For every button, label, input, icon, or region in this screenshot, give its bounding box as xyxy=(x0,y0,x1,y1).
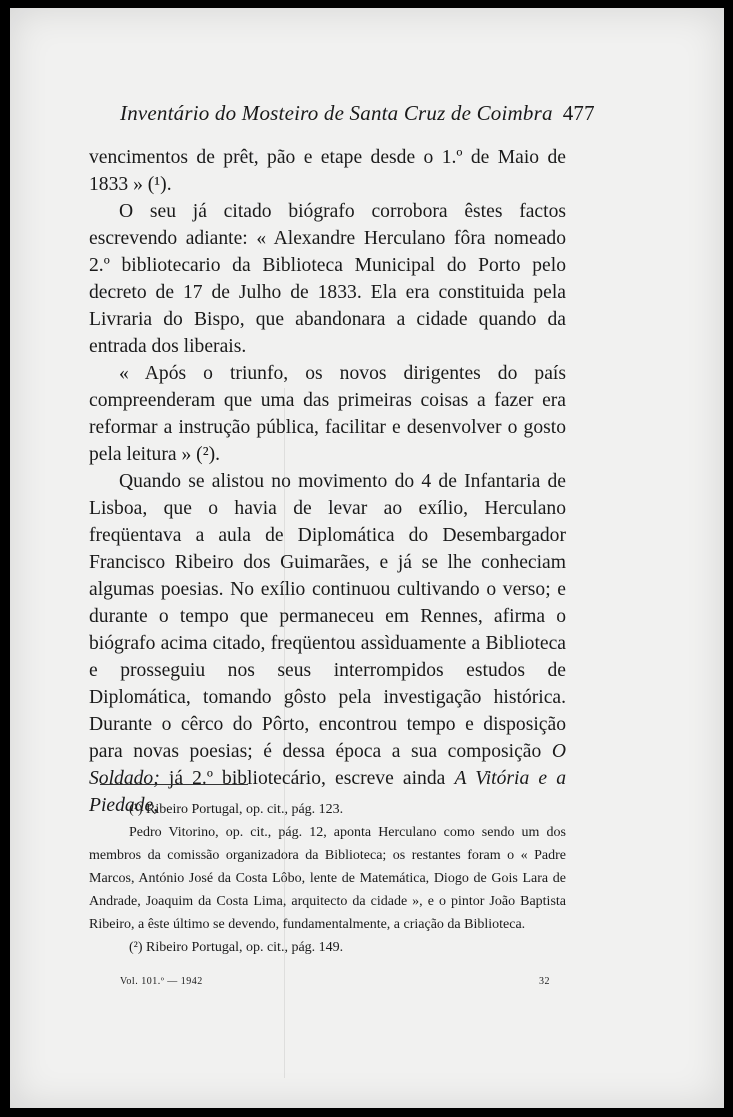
footnote: Pedro Vitorino, op. cit., pág. 12, aponta Herculano como sendo um dos membros da comissão organizadora da Biblioteca; os restantes foram o « Padre Marcos, António José da Costa Lôbo, lente de Matemática, Diogo de Gois Lara de Andrade, Joaquim da Costa Lima, arquitecto da cidade », e o pintor João Baptista Ribeiro, a êste último se devendo, fundamentalmente, a criação da Biblioteca. xyxy=(89,825,566,932)
paragraph: vencimentos de prêt, pão e etape desde o 1.º de Maio de 1833 » (¹). xyxy=(89,147,566,195)
paragraph-text: já 2.º bibliotecário, escreve ainda xyxy=(168,768,446,789)
signature-mark: 32 xyxy=(539,976,550,987)
paragraph: « Após o triunfo, os novos dirigentes do país compreenderam que uma das primeiras coisas a fazer era reformar a instrução pública, facilitar e desenvolver o gosto pela leitura » (²). xyxy=(89,363,566,465)
page-number: 477 xyxy=(562,101,595,125)
work-title-a-vitoria: A Vitória e a Piedade, xyxy=(89,768,566,816)
paragraph-text: Quando se alistou no movimento do 4 de Infantaria de Lisboa, que o havia de levar ao exílio, Herculano freqüentava a aula de Diplomática do Desembargador Francisco Ribeiro dos Guimarães, e já se lhe conheciam algumas poesias. No exílio continuou cultivando o verso; e durante o tempo que permaneceu em Rennes, afirma o biógrafo acima citado, freqüentou assìduamente a Biblioteca e prosseguiu nos seus interrompidos estudos de Diplomática, tomando gôsto pela investigação histórica. Durante o cêrco do Pôrto, encontrou tempo e disposição para novas poesias; é dessa época a sua composição xyxy=(89,471,566,762)
paragraph: O seu já citado biógrafo corrobora êstes factos escrevendo adiante: « Alexandre Herculano fôra nomeado 2.º bibliotecario da Biblioteca Municipal do Porto pelo decreto de 17 de Julho de 1833. Ela era constituida pela Livraria do Bispo, que abandonara a cidade quando da entrada dos liberais. xyxy=(89,201,566,357)
work-title-o-soldado: O Soldado; xyxy=(89,741,566,789)
running-header xyxy=(120,101,595,126)
page-footer xyxy=(120,976,550,987)
page xyxy=(10,8,724,1108)
footnotes xyxy=(89,798,566,959)
header-title: Inventário do Mosteiro de Santa Cruz de Coimbra xyxy=(120,101,553,125)
volume-line: Vol. 101.º — 1942 xyxy=(120,976,203,987)
footnote: (²) Ribeiro Portugal, op. cit., pág. 149. xyxy=(129,940,344,955)
body-text xyxy=(89,144,566,819)
footnote-rule xyxy=(100,784,248,785)
paragraph xyxy=(89,468,566,819)
footnote: (¹) Ribeiro Portugal, op. cit., pág. 123. xyxy=(129,802,344,817)
